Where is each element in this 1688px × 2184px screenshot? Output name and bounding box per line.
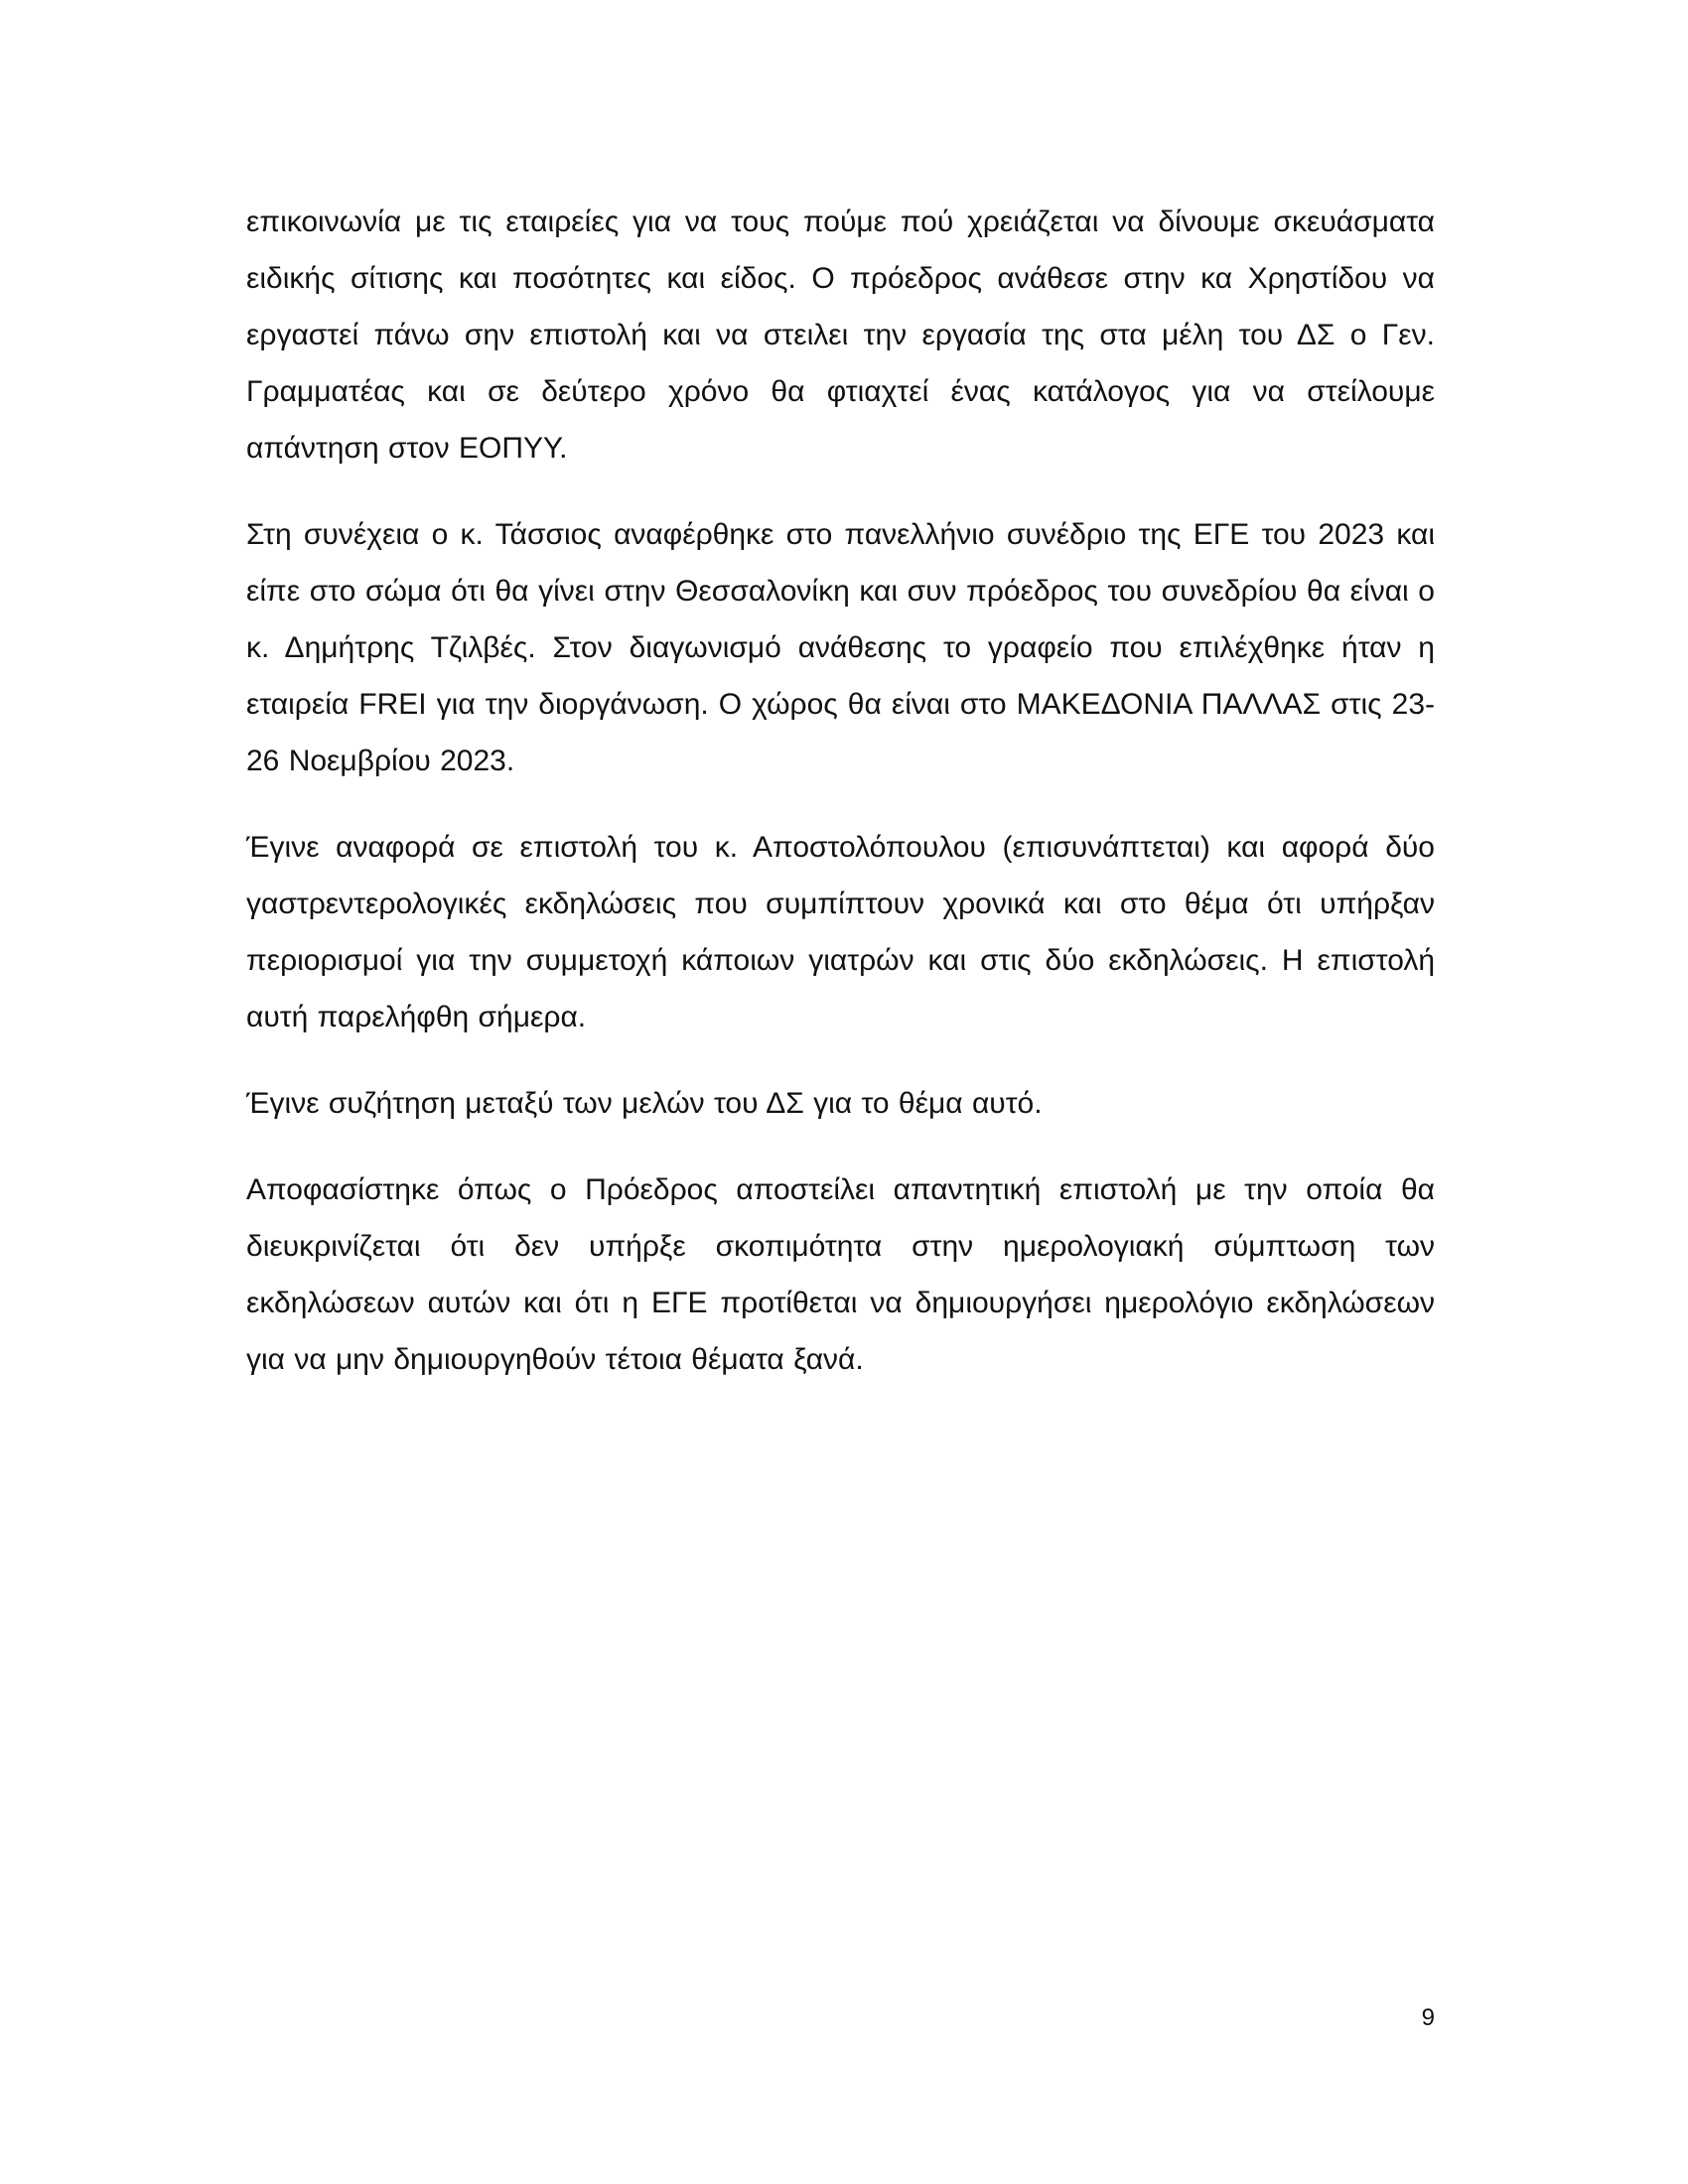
- paragraph-3: Έγινε αναφορά σε επιστολή του κ. Αποστολόπουλου (επισυνάπτεται) και αφορά δύο γαστρεντερολογικές εκδηλώσεις που συμπίπτουν χρονικά και στο θέμα ότι υπήρξαν περιορισμοί για την συμμετοχή κάποιων γιατρών και στις δύο εκδηλώσεις. Η επιστολή αυτή παρελήφθη σήμερα.: [246, 831, 1435, 1033]
- paragraph-4: Έγινε συζήτηση μεταξύ των μελών του ΔΣ για το θέμα αυτό.: [246, 1087, 1043, 1120]
- paragraph-1: επικοινωνία με τις εταιρείες για να τους πούμε πού χρειάζεται να δίνουμε σκευάσματα ειδικής σίτισης και ποσότητες και είδος. Ο πρόεδρος ανάθεσε στην κα Χρηστίδου να εργαστεί πάνω σην επιστολή και να στειλει την εργασία της στα μέλη του ΔΣ ο Γεν. Γραμματέας και σε δεύτερο χρόνο θα φτιαχτεί ένας κατάλογος για να στείλουμε απάντηση στον ΕΟΠΥΥ.: [246, 205, 1435, 465]
- paragraph-5: Αποφασίστηκε όπως ο Πρόεδρος αποστείλει απαντητική επιστολή με την οποία θα διευκρινίζεται ότι δεν υπήρξε σκοπιμότητα στην ημερολογιακή σύμπτωση των εκδηλώσεων αυτών και ότι η ΕΓΕ προτίθεται να δημιουργήσει ημερολόγιο εκδηλώσεων για να μην δημιουργηθούν τέτοια θέματα ξανά.: [246, 1173, 1435, 1376]
- page-number: 9: [1421, 2004, 1435, 2031]
- paragraph-2: Στη συνέχεια ο κ. Τάσσιος αναφέρθηκε στο πανελλήνιο συνέδριο της ΕΓΕ του 2023 και είπε στο σώμα ότι θα γίνει στην Θεσσαλονίκη και συν πρόεδρος του συνεδρίου θα είναι ο κ. Δημήτρης Τζιλβές. Στον διαγωνισμό ανάθεσης το γραφείο που επιλέχθηκε ήταν η εταιρεία FREI για την διοργάνωση. Ο χώρος θα είναι στο ΜΑΚΕΔΟΝΙΑ ΠΑΛΛΑΣ στις 23-26 Νοεμβρίου 2023.: [246, 518, 1435, 777]
- body-text: [246, 194, 1435, 1418]
